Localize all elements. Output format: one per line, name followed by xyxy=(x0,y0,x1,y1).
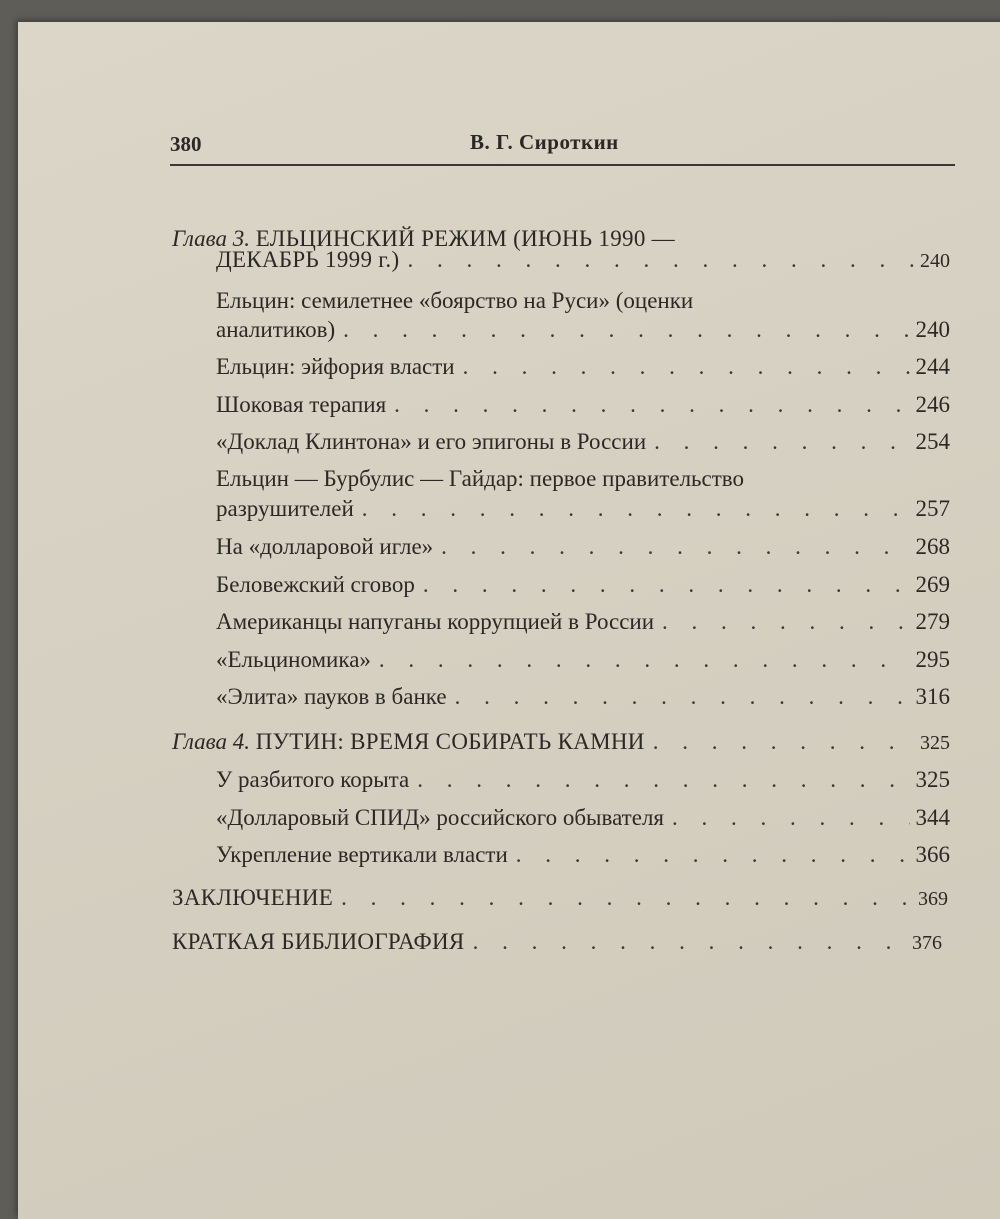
chapter-4-title: ПУТИН: ВРЕМЯ СОБИРАТЬ КАМНИ xyxy=(255,729,645,754)
chapter-3-title-continued: ДЕКАБРЬ 1999 г.) xyxy=(216,247,400,272)
toc-entry xyxy=(216,494,950,524)
page-number: 380 xyxy=(170,132,202,156)
section-title: Беловежский сговор xyxy=(216,572,415,597)
section-title: «Элита» пауков в банке xyxy=(216,684,447,709)
leader-dots xyxy=(662,607,909,637)
section-line1: Ельцин — Бурбулис — Гайдар: первое правительство xyxy=(216,466,745,491)
toc-entry xyxy=(216,682,950,712)
chapter-3-prefix: Глава 3. xyxy=(172,226,250,251)
section-title: Шоковая терапия xyxy=(216,392,387,417)
leader-dots xyxy=(394,390,909,420)
page-ref: 240 xyxy=(915,317,950,342)
section-title: «Ельциномика» xyxy=(216,647,371,672)
leader-dots xyxy=(463,352,910,382)
page-ref: 254 xyxy=(915,429,950,454)
leader-dots xyxy=(341,883,912,913)
section-title: Укрепление вертикали власти xyxy=(216,842,508,867)
page-ref: 268 xyxy=(915,534,950,559)
running-head: В. Г. Сироткин xyxy=(470,130,619,154)
page-ref: 244 xyxy=(915,354,950,379)
leader-dots xyxy=(343,315,909,345)
leader-dots xyxy=(672,803,910,833)
page-ref: 295 xyxy=(915,647,950,672)
section-title: аналитиков) xyxy=(216,317,336,342)
page-ref: 325 xyxy=(915,767,950,792)
page-ref: 279 xyxy=(915,609,950,634)
leader-dots xyxy=(516,840,910,870)
page-ref: 316 xyxy=(915,684,950,709)
page-ref: 376 xyxy=(912,932,942,954)
toc-entry xyxy=(216,532,950,562)
leader-dots xyxy=(653,727,914,757)
page-ref: 344 xyxy=(915,805,950,830)
bibliography-title: КРАТКАЯ БИБЛИОГРАФИЯ xyxy=(172,929,465,954)
leader-dots xyxy=(473,927,906,957)
page-ref: 240 xyxy=(920,250,950,272)
toc-entry xyxy=(216,607,950,637)
toc-entry xyxy=(216,765,950,795)
chapter-4-entry xyxy=(172,727,950,758)
leader-dots xyxy=(423,570,910,600)
conclusion-title: ЗАКЛЮЧЕНИЕ xyxy=(172,885,334,910)
conclusion-entry xyxy=(172,883,948,914)
section-title: Американцы напуганы коррупцией в России xyxy=(216,609,655,634)
section-title: «Долларовый СПИД» российского обывателя xyxy=(216,805,664,830)
section-title: Ельцин: эйфория власти xyxy=(216,354,455,379)
chapter-4-prefix: Глава 4. xyxy=(172,729,250,754)
page-ref: 325 xyxy=(920,732,950,754)
page-ref: 246 xyxy=(915,392,950,417)
toc-entry xyxy=(216,645,950,675)
page-ref: 366 xyxy=(915,842,950,867)
bibliography-entry xyxy=(172,927,942,958)
page-ref: 369 xyxy=(918,888,948,910)
leader-dots xyxy=(362,494,910,524)
page-ref: 269 xyxy=(915,572,950,597)
toc-entry xyxy=(216,803,950,833)
section-title: На «долларовой игле» xyxy=(216,534,434,559)
section-line1: Ельцин: семилетнее «боярство на Руси» (оценки xyxy=(216,288,694,313)
toc-entry xyxy=(216,427,950,457)
chapter-3-title: ЕЛЬЦИНСКИЙ РЕЖИМ (ИЮНЬ 1990 — xyxy=(255,226,675,251)
toc-entry xyxy=(216,390,950,420)
leader-dots xyxy=(441,532,909,562)
toc-entry xyxy=(216,840,950,870)
leader-dots xyxy=(455,682,910,712)
section-title: У разбитого корыта xyxy=(216,767,410,792)
leader-dots xyxy=(407,245,914,275)
section-title: «Доклад Клинтона» и его эпигоны в России xyxy=(216,429,647,454)
toc-entry xyxy=(216,315,950,345)
section-title: разрушителей xyxy=(216,496,354,521)
leader-dots xyxy=(417,765,909,795)
leader-dots xyxy=(654,427,909,457)
chapter-4-heading xyxy=(172,727,645,757)
chapter-3-entry xyxy=(216,245,950,276)
toc-entry xyxy=(216,570,950,600)
toc-entry xyxy=(216,352,950,382)
page-ref: 257 xyxy=(915,496,950,521)
leader-dots xyxy=(379,645,910,675)
